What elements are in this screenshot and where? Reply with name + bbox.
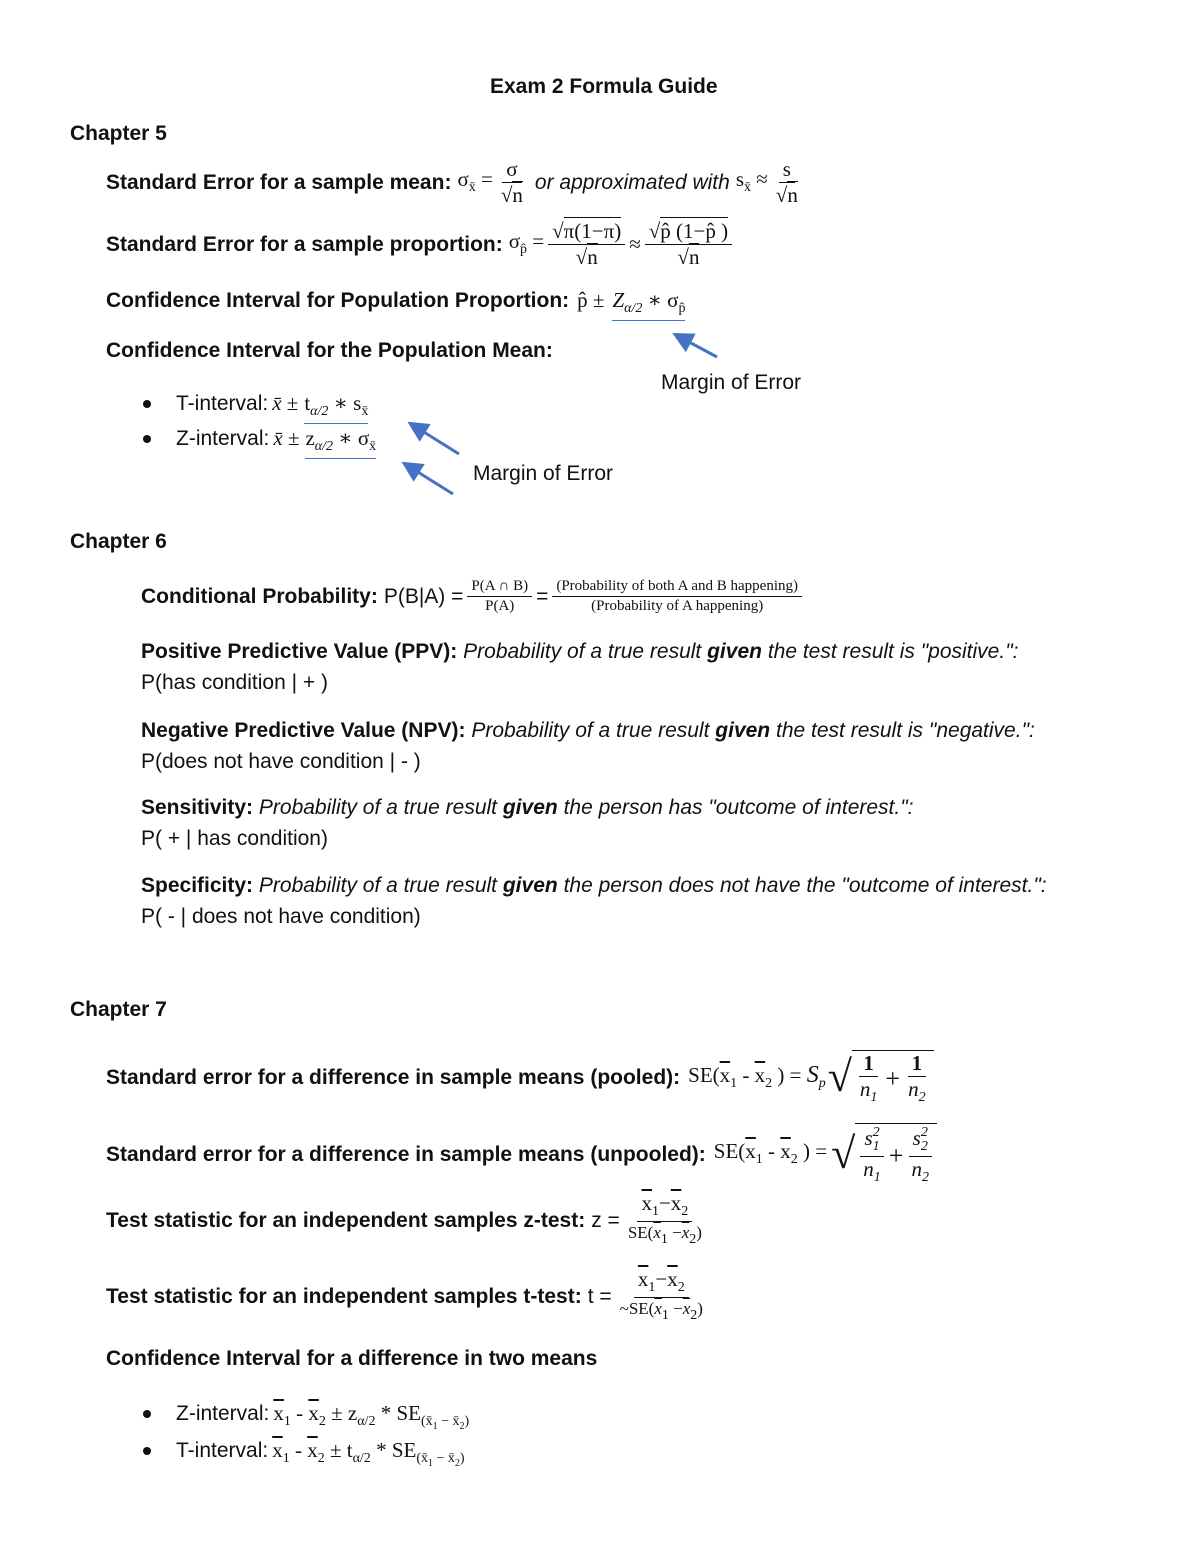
- bullet-icon: [143, 1447, 151, 1455]
- conditional-lhs: P(B|A) =: [383, 584, 464, 608]
- sigma-p-hat: $\sigma_{p̂}$ =: [508, 229, 545, 257]
- arrow-icon: [411, 424, 459, 454]
- unpooled-radicand: $\frac{s^2_1}{n_1}$ + $\frac{s^2_2}{n_2}$: [855, 1123, 937, 1185]
- sigma-over-root-n: $\frac{\sigma}{√n}$: [500, 156, 523, 207]
- z-interval-label: Z-interval:: [176, 427, 270, 450]
- ppv-line: [141, 641, 1019, 662]
- conditional-words-denominator: (Probability of A happening): [591, 597, 764, 614]
- ppv-desc-a: Probability of a true result: [463, 640, 702, 663]
- npv-formula: P(does not have condition | - ): [141, 750, 421, 773]
- ch7-t-interval-formula: $\overline{x}_1 - \overline{x}_2 \pm t_{\alpha/2} * SE_{(x̄_1 - x̄_2)}$: [272, 1438, 465, 1469]
- specificity-desc-given: given: [502, 874, 558, 897]
- conditional-numerator: P(A ∩ B): [467, 579, 532, 597]
- conditional-probability-label: Conditional Probability:: [141, 584, 378, 608]
- xbar-plus-minus: x̄ ±: [273, 426, 300, 450]
- arrow-icon: [405, 464, 453, 494]
- se-unpooled-lhs: $SE(\overline{x}_1 - \overline{x}_2$ ) =: [713, 1139, 828, 1167]
- se-pooled-line: [106, 1042, 934, 1112]
- approx-symbol: ≈: [629, 231, 641, 256]
- ci-proportion-margin: $Z_{\alpha/2}$ ∗ $\sigma_{p̂}$: [612, 290, 685, 321]
- t-equals: t =: [587, 1284, 612, 1308]
- z-equals: z =: [591, 1208, 620, 1232]
- z-interval-margin: $z_{\alpha/2}$ ∗ $\sigma_{x̄}$: [305, 428, 376, 459]
- ppv-label: Positive Predictive Value (PPV):: [141, 640, 458, 663]
- conditional-words-fraction: [552, 579, 802, 614]
- ch7-t-interval-line: [176, 1440, 465, 1469]
- ppv-desc-b: the test result is "positive.":: [767, 640, 1019, 663]
- specificity-line: [141, 875, 1047, 896]
- npv-label: Negative Predictive Value (NPV):: [141, 719, 466, 742]
- sensitivity-desc-a: Probability of a true result: [258, 796, 498, 819]
- specificity-formula: P( - | does not have condition): [141, 905, 421, 928]
- specificity-desc-b: the person does not have the "outcome of interest.":: [563, 874, 1047, 897]
- npv-desc-b: the test result is "negative.":: [775, 719, 1035, 742]
- se-pooled-lhs: $SE(\overline{x}_1 - \overline{x}_2$ ) = $S_p$: [688, 1062, 826, 1091]
- ppv-formula: P(has condition | + ): [141, 671, 328, 694]
- p-hat-fraction: $\frac{√p̂ (1-p̂ )}{√n}$: [645, 221, 732, 268]
- conditional-fraction: [467, 579, 532, 614]
- s-xbar-approx: $s_{x̄}$ ≈: [735, 167, 768, 195]
- conditional-words-numerator: (Probability of both A and B happening): [552, 579, 802, 597]
- se-unpooled-line: [106, 1118, 937, 1190]
- se-mean-formula: $\sigma_{x̄}$ =: [457, 167, 493, 195]
- npv-desc-a: Probability of a true result: [471, 719, 710, 742]
- bullet-icon: [143, 1410, 151, 1418]
- ci-difference-label: Confidence Interval for a difference in two means: [106, 1347, 598, 1370]
- t-interval-margin: $t_{\alpha/2}$ ∗ $s_{x̄}$: [304, 393, 368, 424]
- sensitivity-formula: P( + | has condition): [141, 827, 328, 850]
- se-sample-mean-label: Standard Error for a sample mean:: [106, 170, 452, 194]
- sensitivity-label: Sensitivity:: [141, 796, 254, 819]
- conditional-probability-line: [141, 573, 806, 619]
- ch7-z-interval-line: [176, 1403, 469, 1432]
- se-pooled-label: Standard error for a difference in sample means (pooled):: [106, 1065, 681, 1089]
- chapter-7-heading: Chapter 7: [70, 998, 167, 1021]
- xbar-plus-minus: x̄ ±: [272, 391, 299, 415]
- z-test-fraction: $\frac{\overline{x}_1-\overline{x}_2}{SE(\overline{x}_1 -\overline{x}_2)}$: [627, 1191, 702, 1247]
- p-hat-plus-minus: p̂ ±: [577, 288, 605, 312]
- se-unpooled-label: Standard error for a difference in sample means (unpooled):: [106, 1142, 706, 1166]
- se-sample-proportion-label: Standard Error for a sample proportion:: [106, 232, 503, 256]
- sqrt-sign: √: [831, 1129, 856, 1178]
- ci-mean-label: Confidence Interval for the Population Mean:: [106, 339, 553, 362]
- ch7-z-interval-label: Z-interval:: [176, 1402, 270, 1425]
- arrow-icon: [676, 335, 717, 357]
- se-mean-or-text: or approximated with: [534, 170, 730, 194]
- ch7-t-interval-label: T-interval:: [176, 1439, 269, 1462]
- z-test-line: [106, 1192, 710, 1248]
- t-interval-label: T-interval:: [176, 392, 269, 415]
- pi-fraction: $\frac{√\pi(1-\pi)}{√n}$: [548, 221, 625, 268]
- page-title: Exam 2 Formula Guide: [490, 75, 718, 98]
- t-test-fraction: $\frac{\overline{x}_1-\overline{x}_2}{\sim SE(\overline{x}_1 -\overline{x}_2)}$: [619, 1267, 703, 1323]
- t-test-line: [106, 1268, 711, 1324]
- z-test-label: Test statistic for an independent samples z-test:: [106, 1208, 586, 1232]
- margin-of-error-label-2: Margin of Error: [473, 462, 614, 485]
- npv-line: [141, 720, 1035, 741]
- ci-proportion-label: Confidence Interval for Population Proportion:: [106, 289, 570, 312]
- equals-sign: =: [536, 584, 549, 608]
- chapter-5-heading: Chapter 5: [70, 122, 167, 145]
- chapter-6-heading: Chapter 6: [70, 530, 167, 553]
- ppv-desc-given: given: [707, 640, 762, 663]
- sensitivity-desc-b: the person has "outcome of interest.":: [563, 796, 914, 819]
- t-test-label: Test statistic for an independent samples t-test:: [106, 1284, 582, 1308]
- margin-of-error-label-1: Margin of Error: [661, 371, 802, 394]
- specificity-desc-a: Probability of a true result: [258, 874, 498, 897]
- s-over-root-n: $\frac{s}{√n}$: [775, 156, 798, 207]
- ch7-z-interval-formula: $\overline{x}_1 - \overline{x}_2 \pm z_{\alpha/2} * SE_{(x̄_1 - x̄_2)}$: [273, 1401, 470, 1432]
- conditional-denominator: P(A): [485, 597, 515, 614]
- sensitivity-line: [141, 797, 914, 818]
- specificity-label: Specificity:: [141, 874, 254, 897]
- sensitivity-desc-given: given: [502, 796, 558, 819]
- sqrt-sign: √: [827, 1052, 852, 1101]
- npv-desc-given: given: [715, 719, 771, 742]
- pooled-radicand: $\frac{1}{n_1}$ + $\frac{1}{n_2}$: [852, 1050, 934, 1105]
